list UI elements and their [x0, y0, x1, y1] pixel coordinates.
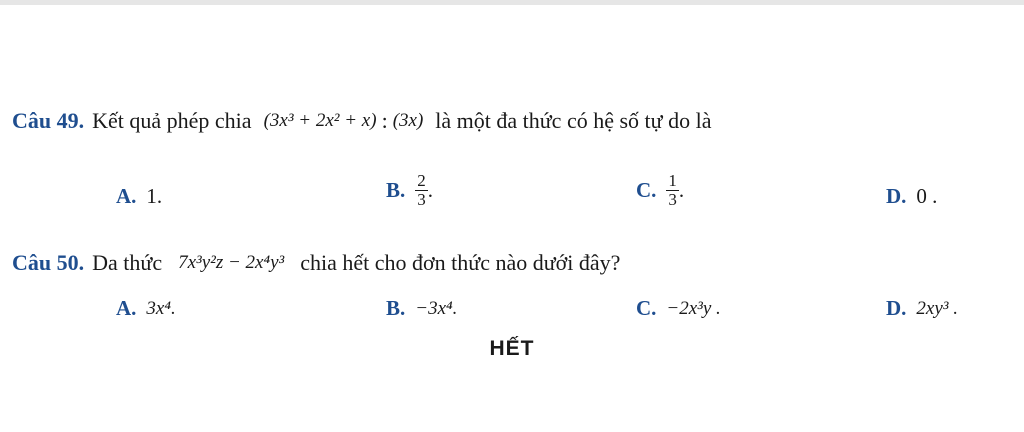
question-49-divisor: (3x) [392, 110, 424, 131]
q50-option-b-label: B. [386, 296, 406, 320]
q49-option-a[interactable] [116, 184, 162, 209]
q50-option-d[interactable] [886, 296, 958, 321]
question-49-dividend: (3x³ + 2x² + x) [263, 110, 377, 131]
question-50-text-before: Da thức [92, 250, 163, 275]
question-49-text-after: là một đa thức có hệ số tự do là [435, 108, 712, 133]
q50-option-b-value: −3x⁴. [415, 297, 458, 319]
q50-option-d-label: D. [886, 296, 907, 320]
q49-option-c[interactable] [636, 172, 684, 209]
q50-option-c[interactable] [636, 296, 721, 321]
q49-option-d[interactable] [886, 184, 937, 209]
question-50-label: Câu 50. [12, 250, 85, 275]
q50-option-a[interactable] [116, 296, 176, 321]
question-50 [12, 250, 620, 276]
question-49-text-before: Kết quả phép chia [92, 108, 252, 133]
end-marker: HẾT [489, 337, 535, 360]
q49-option-b-label: B. [386, 177, 406, 202]
q49-option-b-numerator: 2 [417, 171, 426, 190]
q49-option-c-fraction [666, 172, 679, 209]
q49-option-c-label: C. [636, 177, 657, 202]
question-49 [12, 108, 711, 134]
q50-option-d-value: 2xy³ . [916, 297, 958, 319]
q49-option-a-label: A. [116, 184, 137, 208]
question-50-text-after: chia hết cho đơn thức nào dưới đây? [300, 250, 621, 275]
q50-option-c-label: C. [636, 296, 657, 320]
q49-option-c-suffix: . [678, 177, 685, 202]
q49-option-c-denominator: 3 [668, 189, 677, 209]
q49-option-b[interactable] [386, 172, 433, 209]
q50-option-c-value: −2x³y . [666, 297, 721, 319]
question-49-operator: : [381, 108, 388, 133]
q49-option-c-numerator: 1 [668, 171, 677, 190]
q49-option-b-fraction [415, 172, 428, 209]
q49-option-b-denominator: 3 [417, 189, 426, 209]
top-divider [0, 0, 1024, 5]
q49-option-b-suffix: . [427, 177, 434, 202]
q50-option-a-label: A. [116, 296, 137, 320]
q49-option-a-value: 1. [146, 184, 163, 208]
q49-option-d-label: D. [886, 184, 907, 208]
q50-option-b[interactable] [386, 296, 457, 321]
question-49-label: Câu 49. [12, 108, 85, 133]
q49-option-d-value: 0 . [916, 184, 938, 208]
q50-option-a-value: 3x⁴. [146, 297, 176, 319]
question-50-expression: 7x³y²z − 2x⁴y³ [178, 252, 285, 273]
